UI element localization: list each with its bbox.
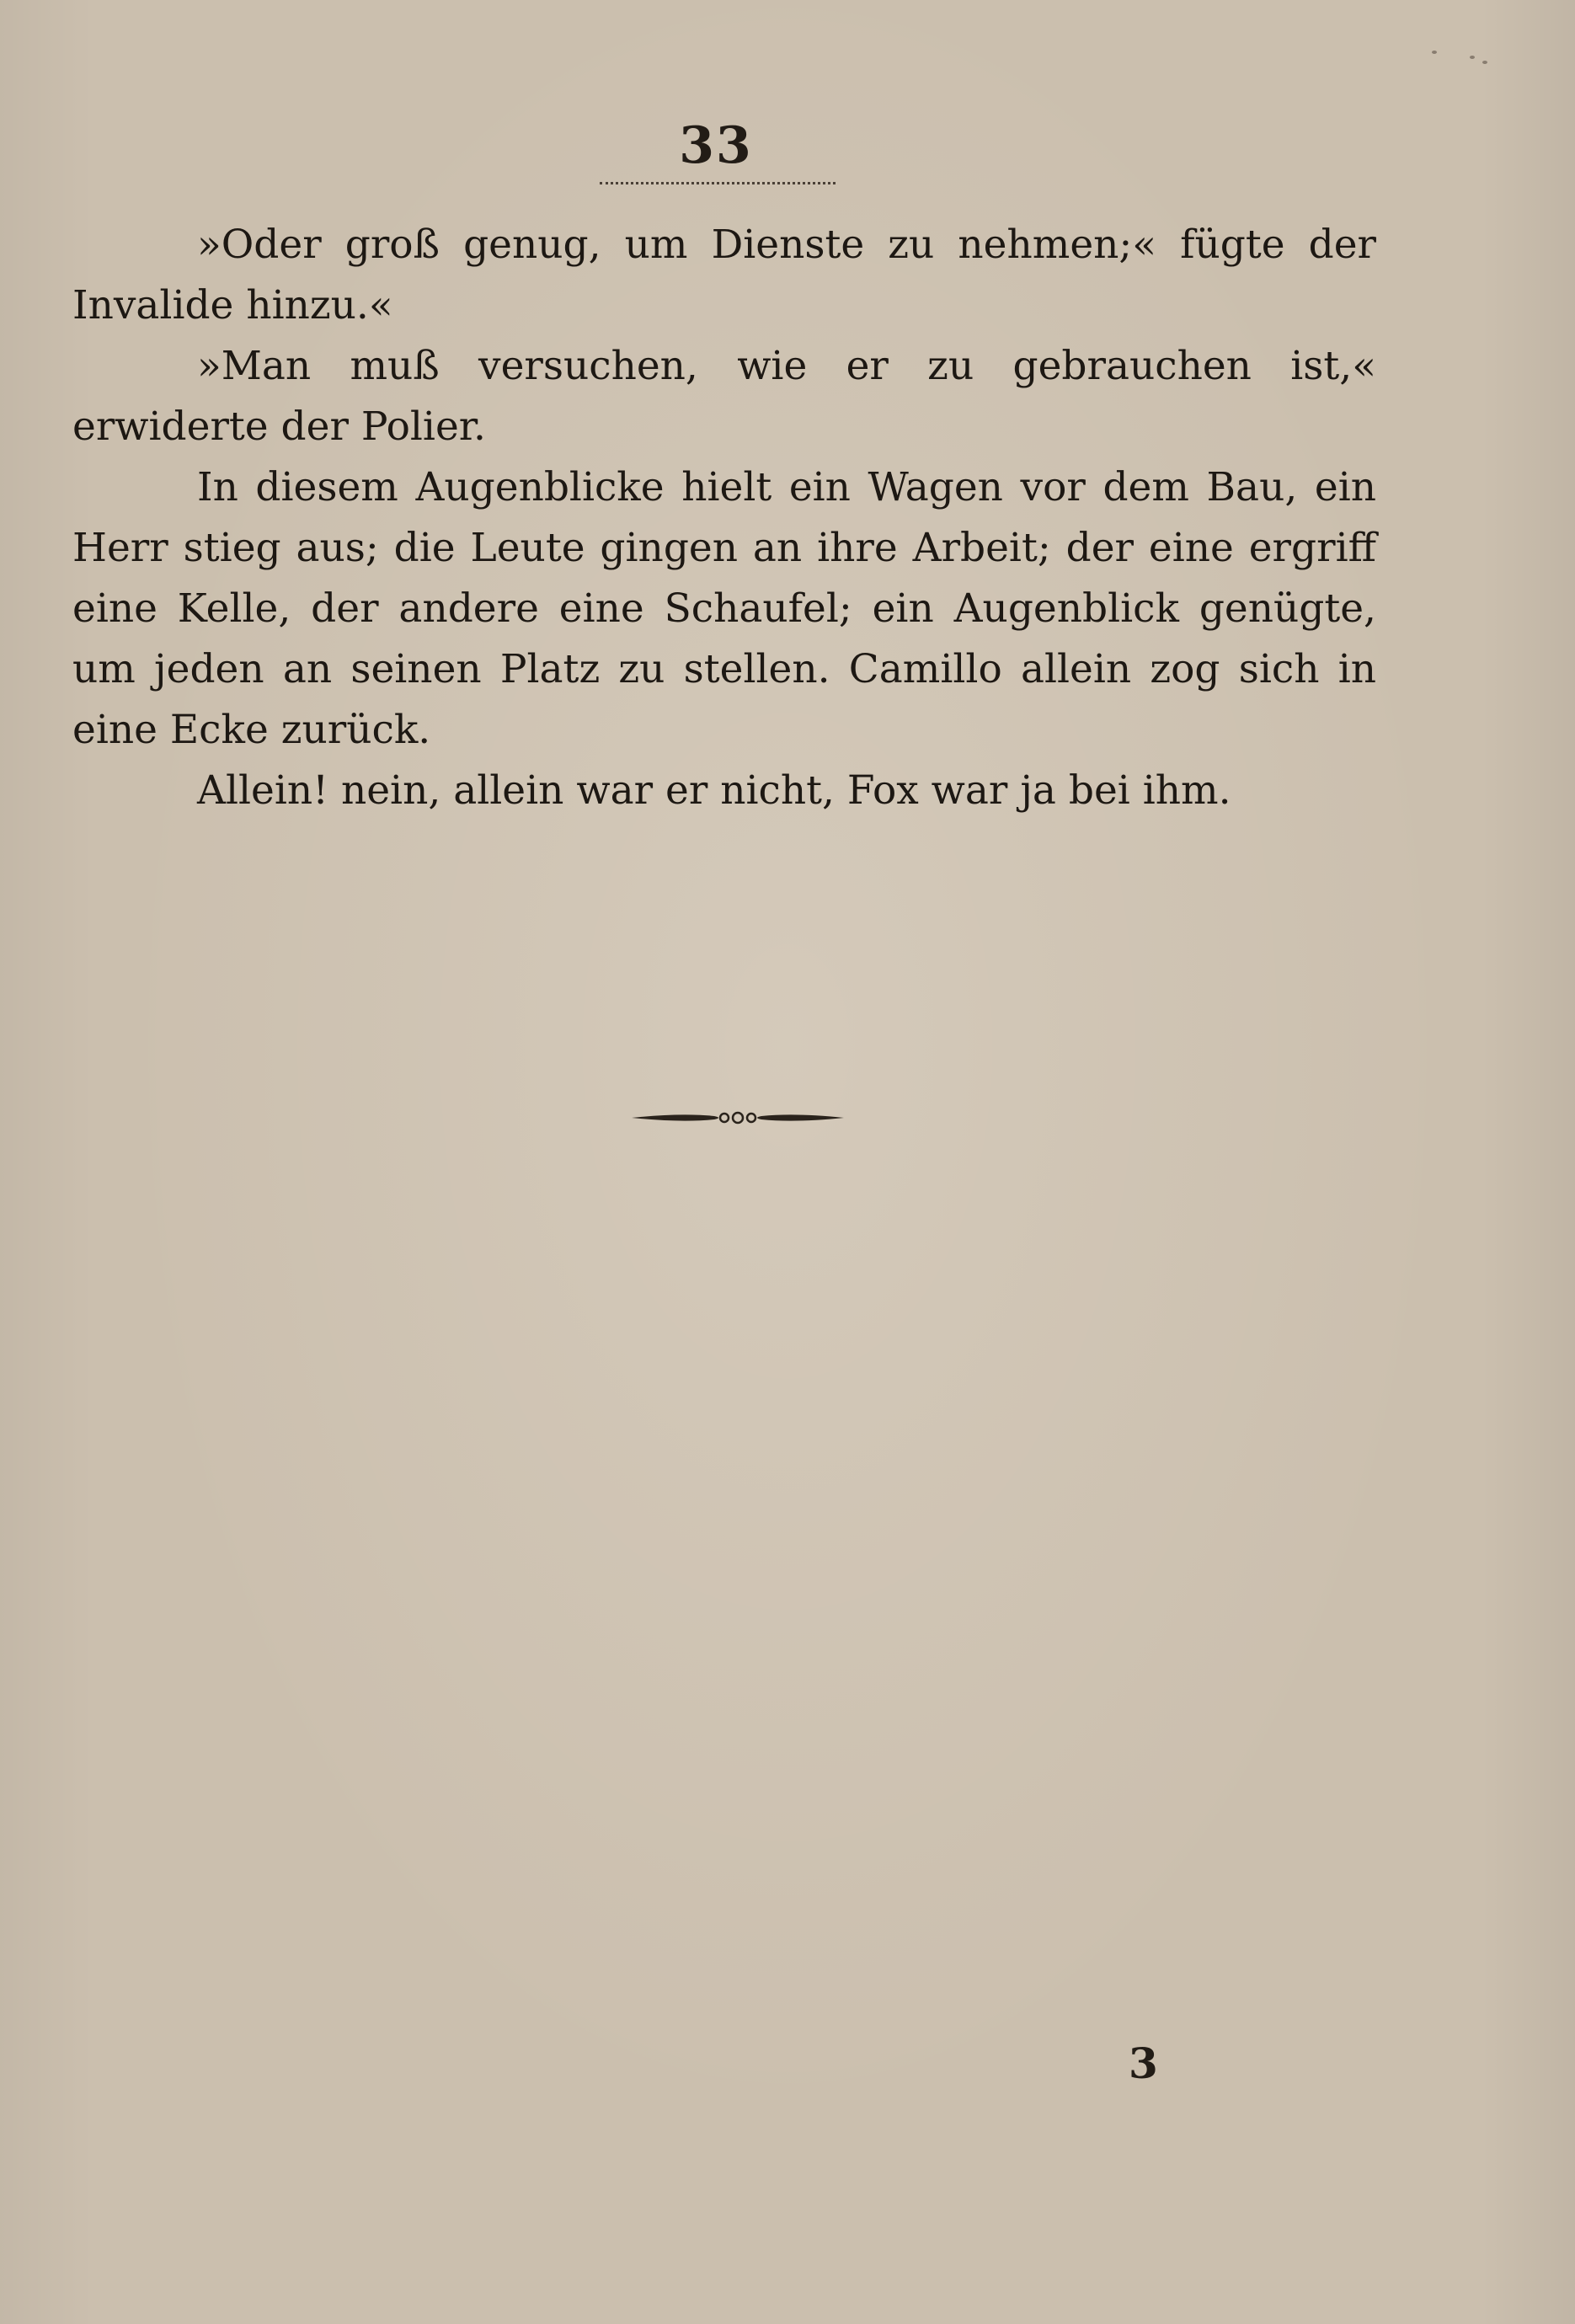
header-dotted-rule bbox=[600, 182, 836, 184]
paragraph: »Oder groß genug, um Dienste zu nehmen;« fügte der Invalide hinzu.« bbox=[72, 222, 1376, 329]
paragraph: In diesem Augenblicke hielt ein Wagen vor dem Bau, ein Herr stieg aus; die Leute gingen an ihre Arbeit; der eine ergriff eine Kelle, der andere eine Schaufel; ein Augenblick genügte, um jeden an seinen Platz zu stellen. Camillo allein zog sich in eine Ecke zurück. bbox=[72, 464, 1376, 753]
paragraph: Allein! nein, allein war er nicht, Fox war ja bei ihm. bbox=[197, 767, 1231, 814]
paper-speck bbox=[1482, 61, 1487, 64]
paragraph: »Man muß versuchen, wie er zu gebrauchen ist,« erwiderte der Polier. bbox=[72, 343, 1376, 450]
section-end-ornament bbox=[630, 1105, 846, 1130]
paper-speck bbox=[1470, 56, 1475, 59]
paper-speck bbox=[1432, 51, 1437, 54]
page-number: 33 bbox=[679, 116, 753, 175]
printer-signature-mark: 3 bbox=[1129, 2038, 1158, 2088]
body-text bbox=[72, 215, 1376, 821]
